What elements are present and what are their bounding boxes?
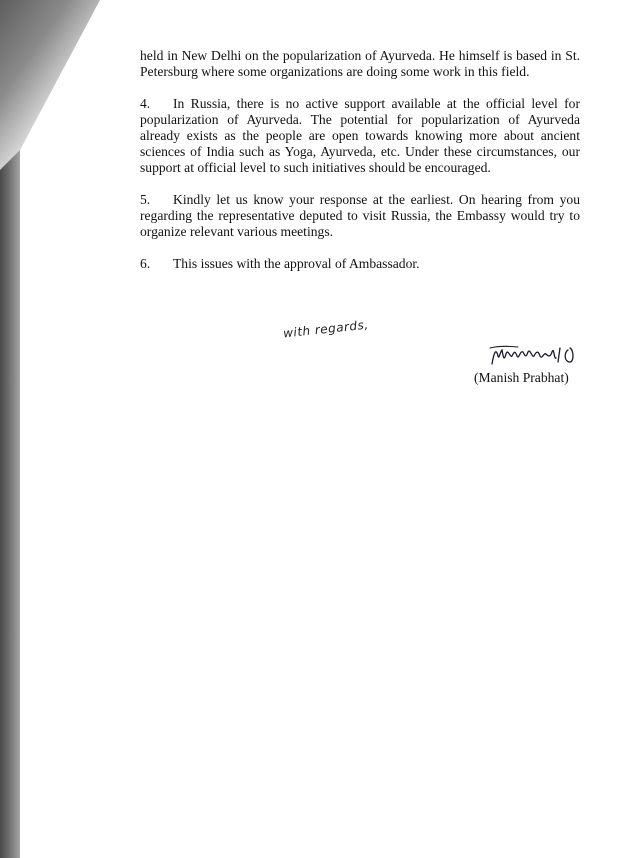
paragraph-text: Kindly let us know your response at the earliest. On hearing from you regarding the representative deputed to visit Russia, the Embassy would try to organize relevant various meetings. (140, 192, 580, 239)
paragraph-number: 6. (140, 256, 151, 271)
paragraph-4 (140, 96, 580, 176)
handwritten-closing: with regards, (282, 317, 370, 341)
paragraph-6 (140, 256, 580, 272)
signer-name: (Manish Prabhat) (474, 370, 569, 385)
paragraph-text: held in New Delhi on the popularization of Ayurveda. He himself is based in St. Petersburg where some organizations are doing some work in this field. (140, 48, 580, 79)
paragraph-number: 4. (140, 96, 151, 111)
handwritten-signature (488, 342, 580, 370)
paragraph-text: In Russia, there is no active support available at the official level for popularization of Ayurveda. The potential for popularization of Ayurveda already exists as the people are open towards knowing more about ancient sciences of India such as Yoga, Ayurveda, etc. Under these circumstances, our support at official level to such initiatives should be encouraged. (140, 96, 580, 175)
paragraph-continuation (140, 48, 580, 80)
paragraph-number: 5. (140, 192, 151, 207)
paragraph-5 (140, 192, 580, 240)
letter-body (140, 48, 580, 288)
paragraph-text: This issues with the approval of Ambassador. (173, 256, 420, 271)
